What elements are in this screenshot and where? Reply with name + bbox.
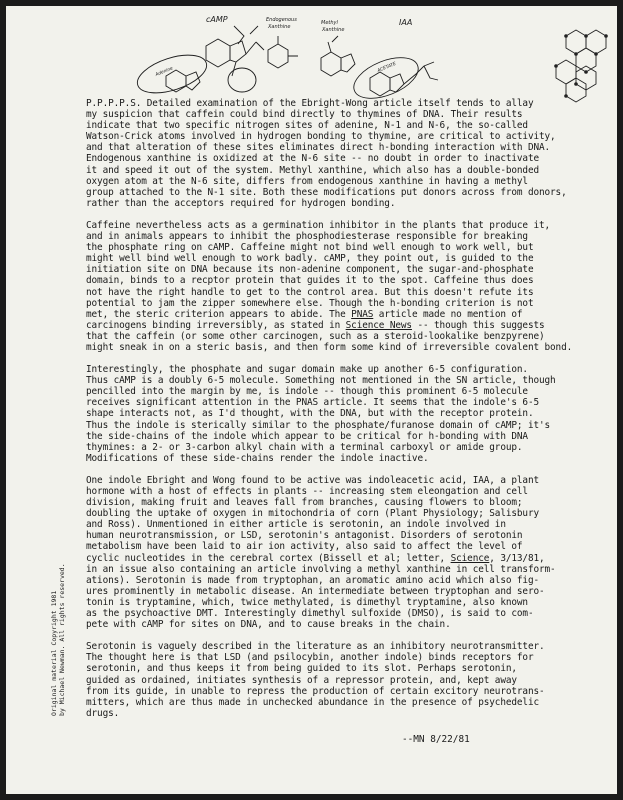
camp-molecule-drawing [133, 26, 264, 100]
letter-body [86, 98, 608, 719]
paragraph-caffeine: Caffeine nevertheless acts as a germination inhibitor in the plants that produce it, and in animals appears to inhibit the phosphodiesterase responsible for breaking the phosphate ring on cAMP. Caffeine might not bind well enough to work well, but might well bind well enough to work badly. cAMP, they point out, is guided to the initiation site on DNA because its non-adenine component, the sugar-and-phosphate domain, binds to a recptor protein that guides it to the spot. Caffeine thus does not have the right handle to get to the control area. But this doesn't refute its potential to jam the zipper somewhere else. Though the h-bonding criterion is not met, the steric criterion appears to abide. The PNAS article made no mention of carcinogens binding irreversibly, as stated in Science News -- though this suggests that the caffein (or some other carcinogen, such as a steroid-lookalike benzpyrene) might sneak in on a steric basis, and then form some kind of irreversible covalent bond. [86, 219, 573, 353]
pnas-reference: PNAS [351, 308, 374, 320]
science-reference: Science [450, 552, 490, 564]
document-page [6, 6, 617, 794]
xanthine-label-2: Xanthine [322, 27, 345, 33]
endogenous-label: Endogenous [266, 17, 297, 23]
paragraph-indole: Interestingly, the phosphate and sugar domain make up another 6-5 configuration. Thus cAMP is a doubly 6-5 molecule. Something not mentioned in the SN article, though pencilled into the margin by me, is indole -- though this prominent 6-5 molecule receives significant attention in the PNAS article. It seems that the indole's 6-5 shape interacts not, as I'd thought, with the DNA, but with the receptor protein. Thus the indole is sterically similar to the phosphate/furanose domain of cAMP; it's the side-chains of the indole which appear to be critical for h-bonding with DNA thymines: a 2- or 3-carbon alkyl chain with a terminal carboxyl or amide group. Modifications of these side-chains render the indole inactive. [86, 364, 556, 464]
paragraph-serotonin: Serotonin is vaguely described in the literature as an inhibitory neurotransmitter. The thought here is that LSD (and psilocybin, another indole) binds receptors for serotonin, and thus keeps it from being guided to its slot. Perhaps serotonin, guided as ordained, initiates synthesis of a repressor protein, and, kept away from its guide, in unable to repress the production of certain excitory neurotrans- mitters, which are thus made in unchecked abundance in the presence of psychedelic drugs. [86, 641, 545, 719]
camp-label: cAMP [206, 15, 228, 24]
xanthine-label-1: Xanthine [268, 24, 291, 30]
methyl-xanthine-drawing [321, 36, 355, 76]
acetate-label: ACETATE [376, 61, 398, 74]
copyright-line-1: Original material Copyright 1981 [50, 590, 58, 716]
steroid-molecule-drawing [556, 30, 606, 102]
endogenous-xanthine-drawing [268, 36, 298, 68]
copyright-line-2: by Michael Newman. All rights reserved. [58, 563, 67, 716]
signoff: --MN 8/22/81 [402, 734, 470, 745]
adenine-label: Adenine [154, 66, 174, 78]
copyright-notice [50, 563, 66, 716]
science-news-reference: Science News [345, 319, 412, 331]
paragraph-ppps: P.P.P.P.S. Detailed examination of the Ebright-Wong article itself tends to allay my suspicion that caffein could bind directly to thymines of DNA. Their results indicate that two specific nitrogen sites of adenine, N-1 and N-6, the so-called Watson-Crick atoms involved in hydrogen bonding to thymine, are critical to activity, and that alteration of these sites eliminates direct h-bonding interaction with DNA. Endogenous xanthine is oxidized at the N-6 site -- no doubt in order to inactivate it and speed it out of the system. Methyl xanthine, which also has a double-bonded oxygen atom at the N-6 site, differs from endogenous xanthine in having a methyl group attached to the N-1 site. Both these modifications put donors across from donors, rather than the acceptors required for hydrogen bonding. [86, 98, 567, 209]
methyl-label: Methyl [321, 20, 338, 26]
paragraph-iaa: One indole Ebright and Wong found to be active was indoleacetic acid, IAA, a plant hormone with a host of effects in plants -- increasing stem eleongation and cell division, making fruit and leaves fall from branches, causing flowers to bloom; doubling the uptake of oxygen in mitochondria of corn (Plant Physiology; Salisbury and Ross). Unmentioned in either article is serotonin, an indole involved in human neurotransmission, or LSD, serotonin's antagonist. Disorders of serotonin metabolism have been laid to air ion activity, also said to affect the level of cyclic nucleotides in the cerebral cortex (Bissell et al; letter, Science, 3/13/81, in an issue also containing an article involving a methyl xanthine in cell transform- ations). Serotonin is made from tryptophan, an aromatic amino acid which also fig- ures prominently in metabolic disease. An intermediate between tryptophan and sero- tonin is tryptamine, which, twice methylated, is dimethyl tryptamine, also known as the psychoactive DMT. Interestingly dimethyl sulfoxide (DMSO), is said to com- pete with cAMP for sites on DNA, and to cause breaks in the chain. [86, 474, 556, 631]
iaa-label: IAA [399, 18, 413, 27]
molecule-sketches [6, 6, 617, 111]
